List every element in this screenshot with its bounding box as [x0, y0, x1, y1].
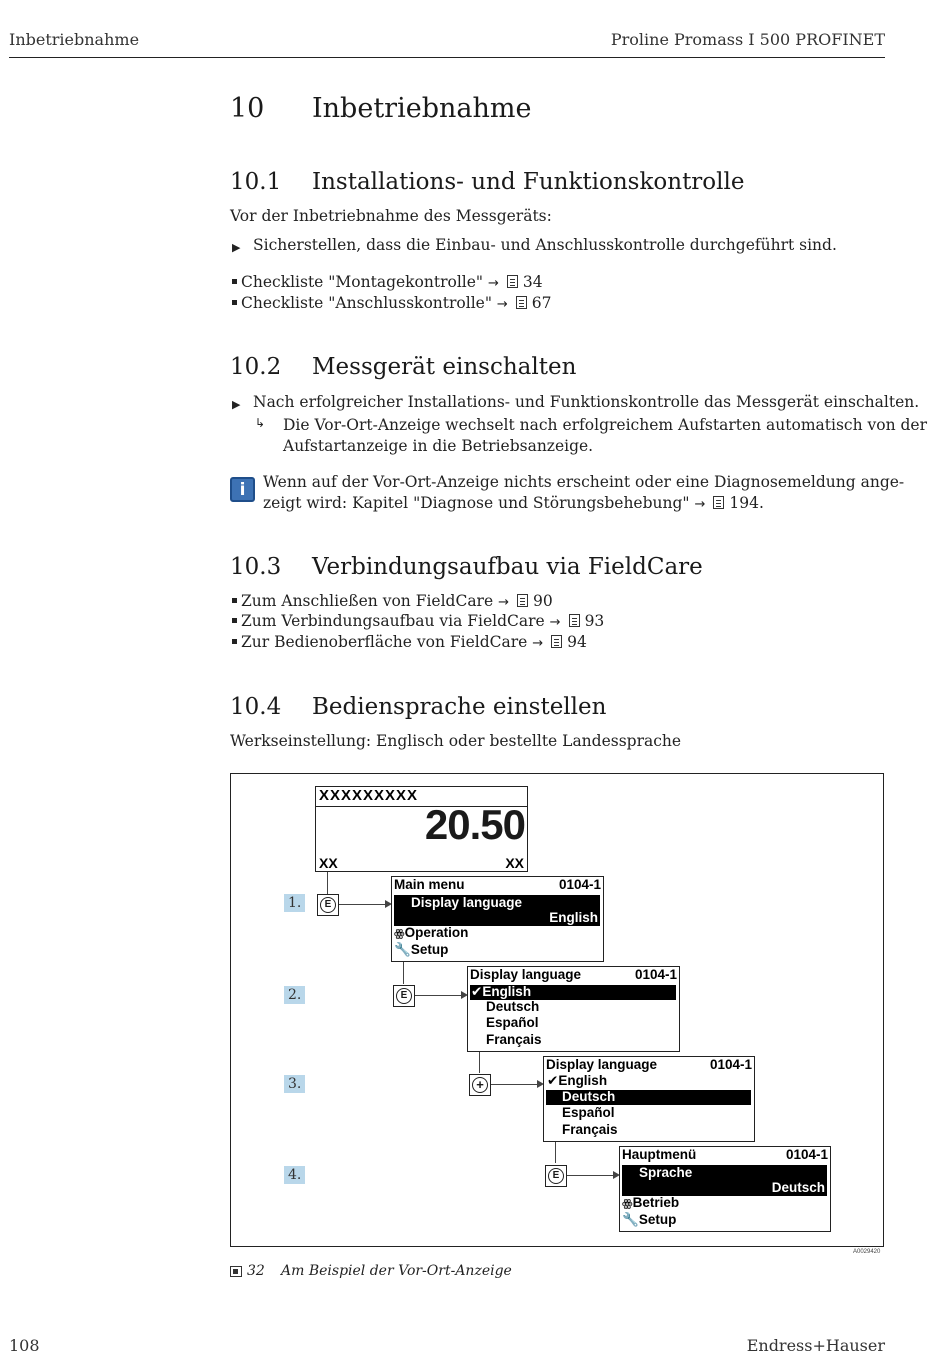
- plus-key-icon: +: [469, 1074, 491, 1096]
- section-10-4-intro: Werkseinstellung: Englisch oder bestellte Landessprache: [230, 732, 682, 750]
- page-reference-link[interactable]: 67: [531, 294, 552, 312]
- caption-text: Am Beispiel der Vor-Ort-Anzeige: [281, 1263, 512, 1279]
- menu-item-setup: 🔧Setup: [394, 942, 449, 957]
- screen-code: 0104-1: [634, 967, 677, 982]
- running-header-left: Inbetriebnahme: [9, 30, 140, 49]
- display-left-label: XX: [319, 855, 338, 871]
- eye-icon: ꙮ: [394, 928, 405, 940]
- info-icon: i: [230, 477, 255, 502]
- list-item: Checkliste "Montagekontrolle" → 34: [232, 273, 543, 291]
- connector-line: [555, 1141, 556, 1163]
- page-reference-link[interactable]: 94: [567, 633, 587, 651]
- section-10-2-number: 10.2: [230, 354, 282, 380]
- running-header-right: Proline Promass I 500 PROFINET: [610, 30, 885, 49]
- menu-item-setup: 🔧Setup: [622, 1212, 677, 1227]
- section-10-2-result-line2: Aufstartanzeige in die Betriebsanzeige.: [283, 437, 594, 455]
- language-option: Español: [486, 1015, 539, 1030]
- section-10-3-number: 10.3: [230, 554, 282, 580]
- arrow-right-icon: →: [488, 276, 499, 291]
- connector-line: [567, 1175, 615, 1176]
- page-reference-icon: [516, 296, 527, 309]
- figure-id: A0029420: [853, 1249, 881, 1255]
- screen-hauptmenue: [619, 1146, 831, 1232]
- step-marker-icon: ▶: [232, 241, 241, 254]
- chapter-title: Inbetriebnahme: [312, 93, 532, 124]
- section-10-1-title: Installations- und Funktionskontrolle: [312, 169, 745, 195]
- connector-line: [491, 1084, 539, 1085]
- arrow-right-icon: →: [549, 615, 561, 630]
- checkmark-icon: ✔: [471, 984, 483, 999]
- step-marker-icon: ▶: [232, 398, 241, 411]
- list-item: Zum Verbindungsaufbau via FieldCare → 93: [232, 612, 604, 630]
- display-value: 20.50: [424, 801, 525, 848]
- operational-display: [315, 786, 528, 872]
- connector-line: [415, 995, 463, 996]
- screen-display-language-2: [543, 1056, 755, 1142]
- section-10-1-intro: Vor der Inbetriebnahme des Messgeräts:: [230, 207, 552, 225]
- arrow-right-icon: →: [496, 297, 508, 312]
- enter-key-icon: E: [545, 1165, 567, 1187]
- footer-brand: Endress+Hauser: [746, 1336, 885, 1355]
- wrench-icon: 🔧: [394, 942, 411, 957]
- wrench-icon: 🔧: [622, 1212, 639, 1227]
- page-reference-link[interactable]: 194.: [729, 494, 764, 512]
- highlighted-item: Display language English: [394, 895, 600, 926]
- language-option: ✔English: [547, 1073, 608, 1088]
- arrow-right-icon: →: [532, 636, 544, 651]
- eye-icon: ꙮ: [622, 1198, 633, 1210]
- page-reference-icon: [507, 275, 518, 288]
- bullet-icon: [232, 618, 237, 623]
- bullet-icon: [232, 300, 237, 305]
- connector-line: [403, 961, 404, 984]
- enter-key-icon: E: [317, 894, 339, 916]
- list-item: Checkliste "Anschlusskontrolle" → 67: [232, 294, 552, 312]
- note-line1: Wenn auf der Vor-Ort-Anzeige nichts erscheint oder eine Diagnosemeldung ange-: [263, 473, 905, 491]
- screen-display-language-1: [467, 966, 680, 1052]
- section-10-1-step: Sicherstellen, dass die Einbau- und Anschlusskontrolle durchgeführt sind.: [253, 236, 837, 254]
- caption-number: 32: [247, 1263, 265, 1279]
- language-option: Français: [486, 1032, 542, 1047]
- step-label-3: 3.: [284, 1075, 305, 1093]
- page-reference-icon: [551, 635, 562, 648]
- highlighted-item: Deutsch: [546, 1090, 751, 1105]
- language-option: Deutsch: [486, 999, 540, 1014]
- connector-line: [339, 904, 387, 905]
- screen-title: Display language: [470, 967, 582, 982]
- connector-line: [479, 1051, 480, 1073]
- screen-title: Hauptmenü: [622, 1147, 697, 1162]
- figure-caption-icon: [230, 1266, 242, 1277]
- section-10-2-step: Nach erfolgreicher Installations- und Funktionskontrolle das Messgerät einschalten.: [253, 393, 920, 411]
- section-10-4-number: 10.4: [230, 694, 282, 720]
- page-reference-link[interactable]: 90: [532, 592, 553, 610]
- language-option: Français: [562, 1122, 618, 1137]
- screen-code: 0104-1: [785, 1147, 828, 1162]
- menu-item-betrieb: ꙮBetrieb: [622, 1195, 680, 1210]
- section-10-2-title: Messgerät einschalten: [312, 354, 577, 380]
- list-item: Zum Anschließen von FieldCare → 90: [232, 592, 553, 610]
- highlighted-item: Sprache Deutsch: [622, 1165, 827, 1196]
- step-label-1: 1.: [284, 894, 305, 912]
- language-option: Español: [562, 1105, 615, 1120]
- note-line2: zeigt wird: Kapitel "Diagnose und Störungsbehebung" → 194.: [263, 494, 764, 512]
- header-rule: [9, 57, 885, 58]
- page-number: 108: [9, 1336, 40, 1355]
- connector-line: [327, 871, 328, 894]
- arrow-right-icon: →: [694, 497, 706, 512]
- highlighted-item: ✔English: [470, 985, 676, 1000]
- bullet-icon: [232, 598, 237, 603]
- section-10-4-title: Bediensprache einstellen: [312, 694, 607, 720]
- section-10-2-result-line1: Die Vor-Ort-Anzeige wechselt nach erfolgreichem Aufstarten automatisch von der: [283, 416, 928, 434]
- page-reference-icon: [517, 594, 528, 607]
- step-label-2: 2.: [284, 986, 305, 1004]
- screen-title: Display language: [546, 1057, 658, 1072]
- page-reference-link[interactable]: 34: [522, 273, 543, 291]
- step-label-4: 4.: [284, 1166, 305, 1184]
- chapter-number: 10: [230, 93, 265, 124]
- page-reference-icon: [569, 614, 580, 627]
- display-tag: XXXXXXXXX: [319, 787, 419, 804]
- result-arrow-icon: ↳: [255, 416, 266, 430]
- enter-key-icon: E: [393, 985, 415, 1007]
- arrow-right-icon: →: [498, 595, 509, 610]
- page-reference-icon: [713, 496, 724, 509]
- list-item: Zur Bedienoberfläche von FieldCare → 94: [232, 633, 587, 651]
- screen-code: 0104-1: [709, 1057, 752, 1072]
- section-10-1-number: 10.1: [230, 169, 282, 195]
- bullet-icon: [232, 279, 237, 284]
- screen-title: Main menu: [394, 877, 465, 892]
- screen-code: 0104-1: [558, 877, 601, 892]
- page-reference-link[interactable]: 93: [584, 612, 605, 630]
- menu-item-operation: ꙮOperation: [394, 925, 469, 940]
- bullet-icon: [232, 639, 237, 644]
- section-10-3-title: Verbindungsaufbau via FieldCare: [312, 554, 703, 580]
- display-right-label: XX: [505, 855, 524, 871]
- checkmark-icon: ✔: [547, 1073, 559, 1088]
- screen-main-menu: [391, 876, 604, 962]
